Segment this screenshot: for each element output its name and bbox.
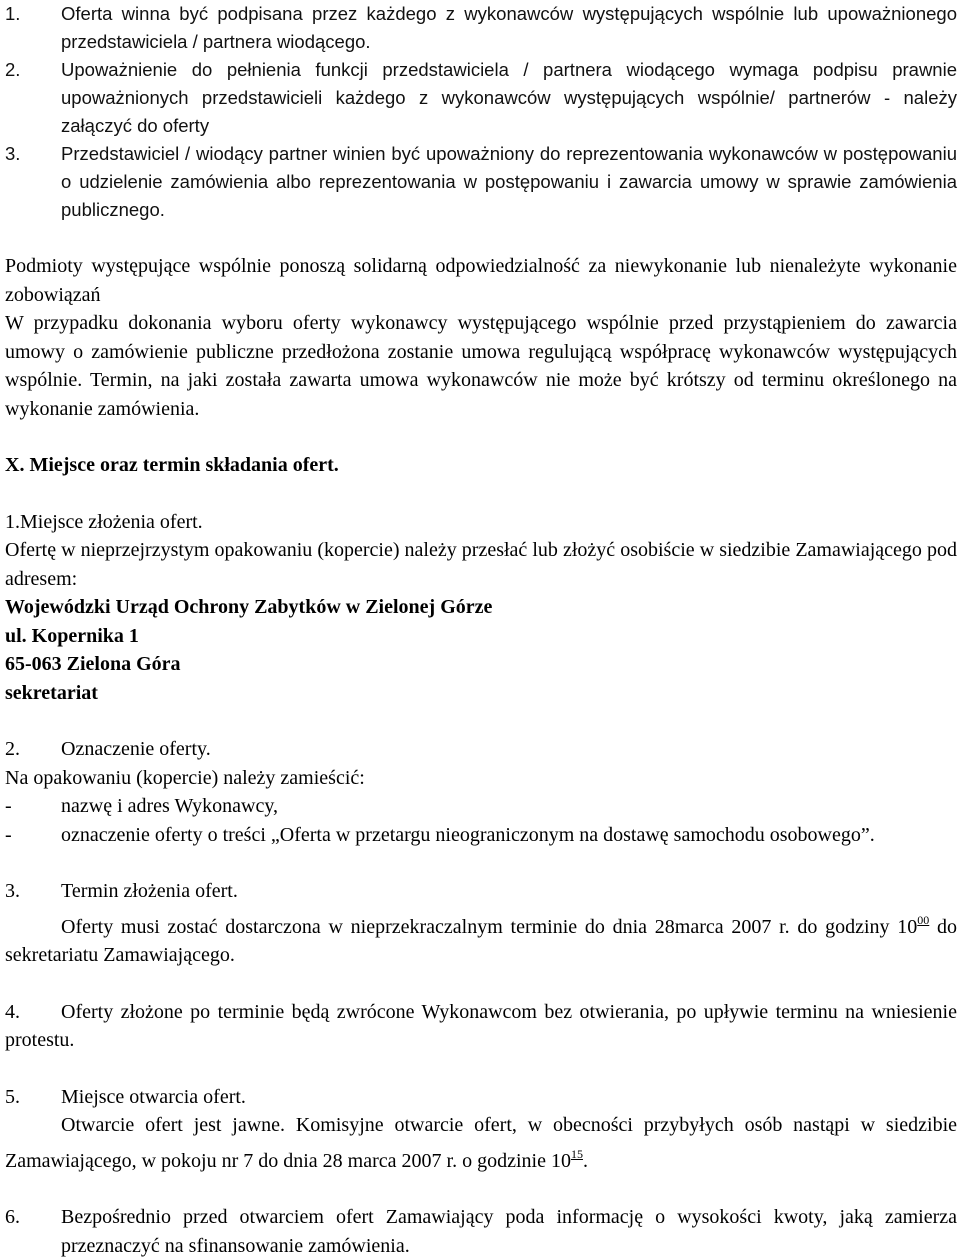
list-item bbox=[5, 1203, 957, 1260]
list-text: Upoważnienie do pełnienia funkcji przedstawiciela / partnera wiodącego wymaga podpisu prawnie upoważnionych przedstawicieli każdego z wykonawców występujących wspólnie/ partnerów - należy załączyć do oferty bbox=[61, 59, 957, 136]
list-text: oznaczenie oferty o treści „Oferta w przetargu nieograniczonym na dostawę samochodu osobowego”. bbox=[61, 823, 875, 846]
joint-bidders-list bbox=[5, 0, 957, 224]
list-number: 1. bbox=[5, 3, 21, 24]
late-offers-paragraph bbox=[5, 998, 957, 1055]
section-heading: X. Miejsce oraz termin składania ofert. bbox=[5, 454, 339, 476]
list-dash: - bbox=[5, 823, 12, 846]
subsection-number: 3. bbox=[5, 880, 20, 902]
deadline-paragraph bbox=[5, 906, 957, 970]
list-item bbox=[5, 140, 957, 224]
list-item bbox=[5, 792, 957, 821]
subsection-title bbox=[5, 877, 957, 906]
list-text: Przedstawiciel / wiodący partner winien być upoważniony do reprezentowania wykonawców w postępowaniu o udzielenie zamówienia albo reprezentowania w postępowaniu i zawarcia umowy w sprawie zamówienia publicznego. bbox=[61, 143, 957, 220]
subsection-number: 6. bbox=[5, 1206, 20, 1228]
opening-superscript: 15 bbox=[570, 1146, 583, 1161]
subsection-number: 2. bbox=[5, 738, 20, 760]
joint-liability-paragraph: Podmioty występujące wspólnie ponoszą solidarną odpowiedzialność za niewykonanie lub nienależyte wykonanie zobowiązań bbox=[5, 255, 957, 306]
list-text: nazwę i adres Wykonawcy, bbox=[61, 795, 279, 817]
address-line: ul. Kopernika 1 bbox=[5, 624, 139, 647]
list-item bbox=[5, 56, 957, 140]
address-line: 65-063 Zielona Góra bbox=[5, 653, 181, 675]
subsection-title: 1.Miejsce złożenia ofert. bbox=[5, 510, 203, 533]
subsection-title bbox=[5, 1083, 957, 1112]
deadline-text: Oferty musi zostać dostarczona w nieprzekraczalnym terminie do dnia 28marca 2007 r. do godziny 10 bbox=[61, 915, 918, 938]
list-text: Oferta winna być podpisana przez każdego z wykonawców występujących wspólnie lub upoważnionego przedstawiciela / partnera wiodącego. bbox=[61, 3, 957, 52]
subsection-title-text: Oznaczenie oferty. bbox=[61, 738, 211, 760]
list-number: 2. bbox=[5, 59, 21, 80]
budget-text: Bezpośrednio przed otwarciem ofert Zamawiający poda informację o wysokości kwoty, jaką zamierza przeznaczyć na sfinansowanie zamówienia. bbox=[61, 1206, 957, 1257]
subsection-number: 5. bbox=[5, 1085, 20, 1108]
subsection-number: 4. bbox=[5, 1000, 20, 1023]
subsection-title-text: Termin złożenia ofert. bbox=[61, 880, 238, 902]
list-number: 3. bbox=[5, 143, 21, 164]
subsection-title-text: Miejsce otwarcia ofert. bbox=[61, 1085, 246, 1108]
marking-intro: Na opakowaniu (kopercie) należy zamieścić: bbox=[5, 766, 365, 789]
subsection-title bbox=[5, 735, 957, 764]
address-line: sekretariat bbox=[5, 681, 98, 704]
opening-paragraph bbox=[5, 1111, 957, 1175]
list-dash: - bbox=[5, 795, 12, 817]
consortium-contract-paragraph: W przypadku dokonania wyboru oferty wykonawcy występującego wspólnie przed przystąpieniem do zawarcia umowy o zamówienie publiczne przedłożona zostanie umowa regulującą współpracę wykonawców występujących wspólnie. Termin, na jaki została zawarta umowa wykonawców nie może być krótszy od terminu określonego na wykonanie zamówienia. bbox=[5, 312, 957, 420]
address-line: Wojewódzki Urząd Ochrony Zabytków w Zielonej Górze bbox=[5, 596, 493, 618]
late-offers-text: Oferty złożone po terminie będą zwrócone Wykonawcom bez otwierania, po upływie terminu na wniesienie protestu. bbox=[5, 1000, 957, 1051]
list-item bbox=[5, 0, 957, 56]
document-page bbox=[5, 0, 957, 1260]
deadline-superscript: 00 bbox=[917, 912, 930, 927]
opening-text: Otwarcie ofert jest jawne. Komisyjne otwarcie ofert, w obecności przybyłych osób nastąpi w siedzibie Zamawiającego, w pokoju nr 7 do dnia 28 marca 2007 r. o godzinie 10 bbox=[5, 1114, 957, 1172]
submission-place-text: Ofertę w nieprzejrzystym opakowaniu (kopercie) należy przesłać lub złożyć osobiście w siedzibie Zamawiającego pod adresem: bbox=[5, 539, 957, 590]
opening-text-end: . bbox=[582, 1149, 588, 1172]
list-item bbox=[5, 821, 957, 850]
deadline-text-end: do sekretariatu Zamawiającego. bbox=[5, 915, 957, 966]
